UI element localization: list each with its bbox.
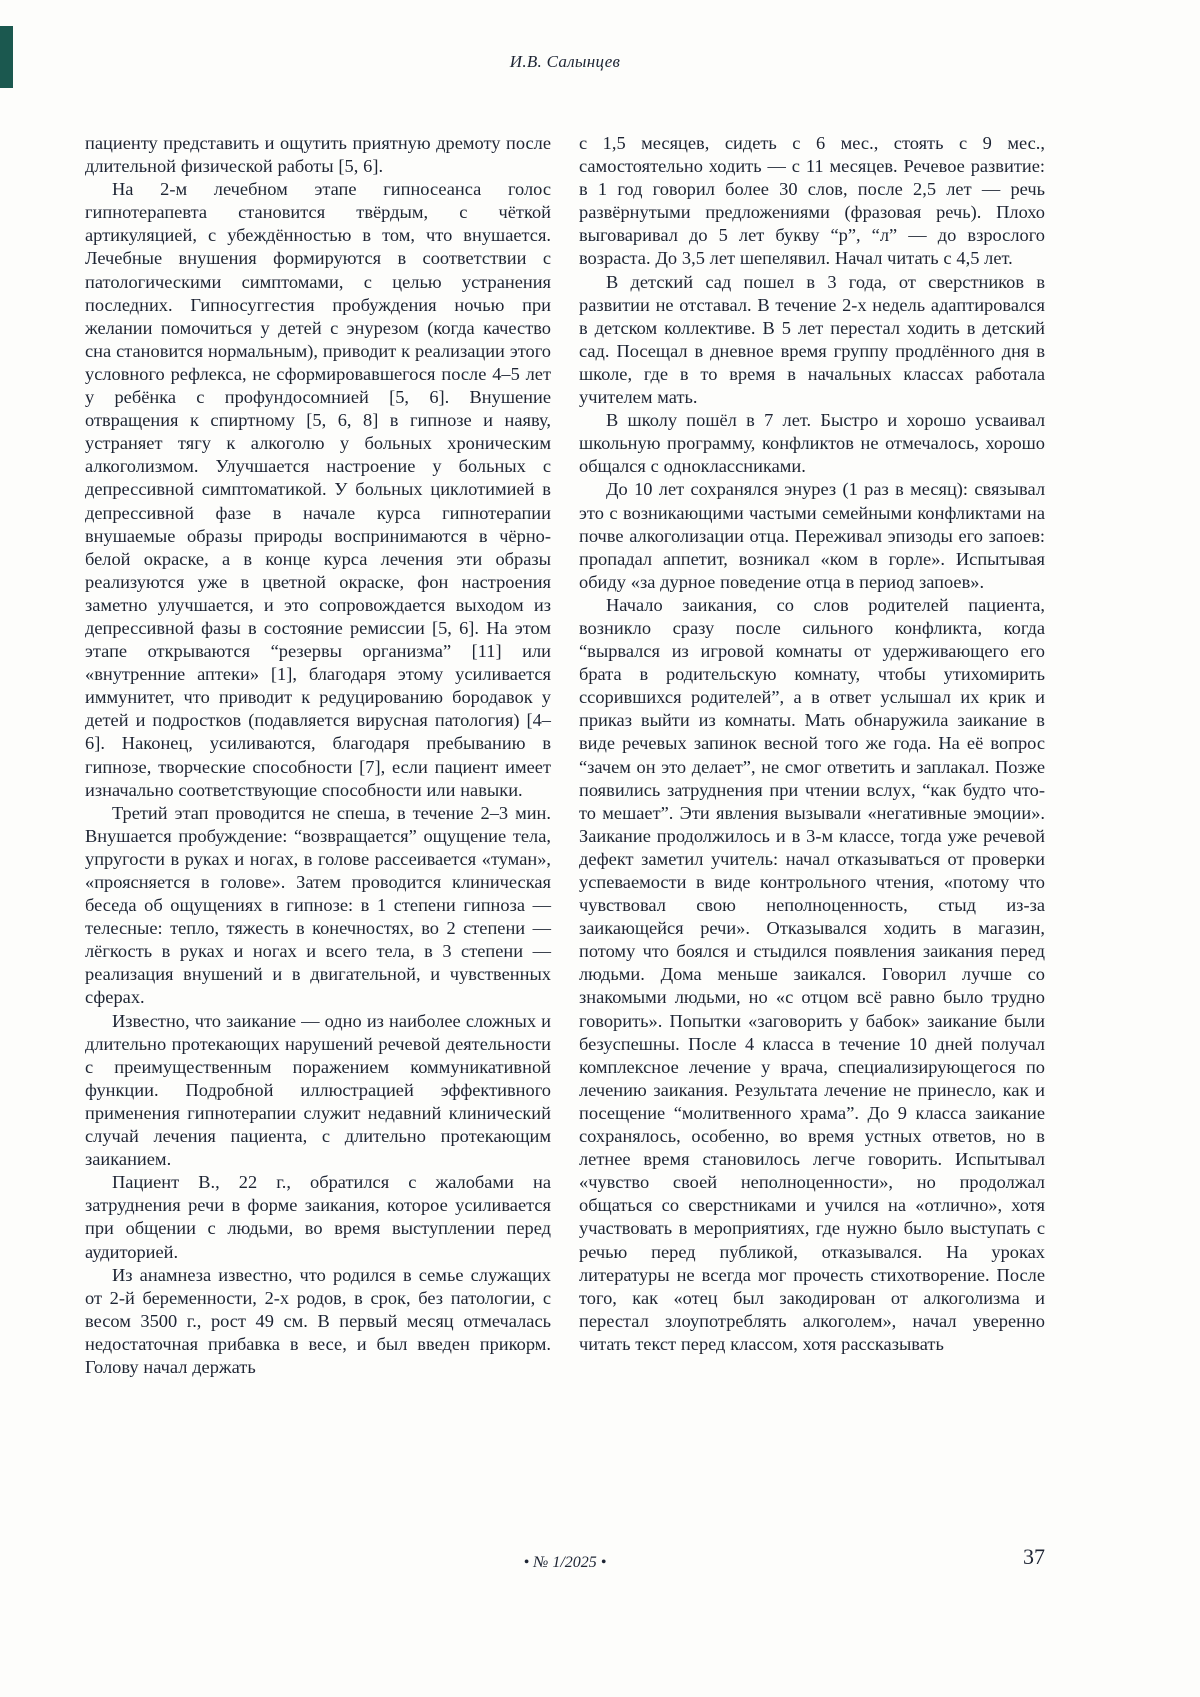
paragraph: Третий этап проводится не спеша, в течение 2–3 мин. Внушается пробуждение: “возвращается” ощущение тела, упругости в руках и ногах, в голове рассеивается «туман», «проясняется в голове». Затем проводится клиническая беседа об ощущениях в гипнозе: в 1 степени гипноза — телесные: тепло, тяжесть в конечностях, во 2 степени — лёгкость в руках и ногах и всего тела, в 3 степени — реализация внушений и в двигательной, и чувственных сферах. [85, 802, 551, 1008]
paragraph: Известно, что заикание — одно из наиболее сложных и длительно протекающих нарушений речевой деятельности с преимущественным поражением коммуникативной функции. Подробной иллюстрацией эффективного применения гипнотерапии служит недавний клинический случай лечения пациента, с длительно протекающим заиканием. [85, 1010, 551, 1170]
paragraph: Из анамнеза известно, что родился в семье служащих от 2-й беременности, 2-х родов, в срок, без патологии, с весом 3500 г., рост 49 см. В первый месяц отмечалась недостаточная прибавка в весе, и был введен прикорм. Голову начал держать [85, 1264, 551, 1377]
paragraph: В школу пошёл в 7 лет. Быстро и хорошо усваивал школьную программу, конфликтов не отмечалось, хорошо общался с одноклассниками. [579, 410, 1045, 477]
paragraph: До 10 лет сохранялся энурез (1 раз в месяц): связывал это с возникающими частыми семейными конфликтами на почве алкоголизации отца. Переживал эпизоды его запоев: пропадал аппетит, возникал «ком в горле». Испытывая обиду «за дурное поведение отца в период запоев». [579, 479, 1045, 592]
left-column [85, 132, 551, 1379]
footer-issue-label: • № 1/2025 • [523, 1554, 607, 1571]
paragraph: Начало заикания, со слов родителей пациента, возникло сразу после сильного конфликта, когда “вырвался из игровой комнаты от удерживающего его брата в родительскую комнату, чтобы утихомирить ссорившихся родителей”, а в ответ услышал их крик и приказ выйти из комнаты. Мать обнаружила заикание в виде речевых запинок весной того же года. На её вопрос “зачем он это делает”, не смог ответить и заплакал. Позже появились затруднения при чтении вслух, “как будто что-то мешает”. Эти явления вызывали «негативные эмоции». Заикание продолжилось и в 3-м классе, тогда уже речевой дефект заметил учитель: начал отказываться от проверки успеваемости в виде контрольного чтения, «потому что чувствовал свою неполноценность, стыд из-за заикающейся речи». Отказывался ходить в магазин, потому что боялся и стыдился появления заикания перед людьми. Дома меньше заикался. Говорил лучше со знакомыми людьми, но «с отцом всё равно было трудно говорить». Попытки «заговорить у бабок» заикание были безуспешны. После 4 класса в течение 10 дней получал комплексное лечение у врача, специализирующегося по лечению заикания. Результата лечение не принесло, как и посещение “молитвенного храма”. До 9 класса заикание сохранялось, особенно, во время устных ответов, но в летнее время становилось легче говорить. Испытывал «чувство своей неполноценности», но продолжал общаться со сверстниками и учился на «отлично», хотя участвовать в мероприятиях, где нужно было выступать с речью перед публикой, отказывался. На уроках литературы не всегда мог прочесть стихотворение. После того, как «отец был закодирован от алкоголизма и перестал злоупотреблять алкоголем», начал уверенно читать текст перед классом, хотя рассказывать [579, 594, 1045, 1354]
running-head-author: И.В. Салынцев [509, 52, 621, 71]
paragraph: Пациент В., 22 г., обратился с жалобами на затруднения речи в форме заикания, которое усиливается при общении с людьми, во время выступлении перед аудиторией. [85, 1172, 551, 1262]
paragraph: пациенту представить и ощутить приятную дремоту после длительной физической работы [5, 6]. [85, 133, 551, 177]
accent-bar [0, 26, 13, 88]
paragraph: На 2-м лечебном этапе гипносеанса голос гипнотерапевта становится твёрдым, с чёткой артикуляцией, с убеждённостью в том, что внушается. Лечебные внушения формируются в соответствии с патологическими симптомами, с целью устранения последних. Гипносуггестия пробуждения ночью при желании помочиться у детей с энурезом (когда качество сна становится нормальным), приводит к реализации этого условного рефлекса, не сформировавшегося после 4–5 лет у ребёнка с профундосомнией [5, 6]. Внушение отвращения к спиртному [5, 6, 8] в гипнозе и наяву, устраняет тягу к алкоголю у больных хроническим алкоголизмом. Улучшается настроение у больных с депрессивной симптоматикой. У больных циклотимией в депрессивной фазе в начале курса гипнотерапии внушаемые образы природы воспринимаются в чёрно-белой окраске, а в конце курса лечения эти образы реализуются уже в цветной окраске, фон настроения заметно улучшается, и это сопровождается выходом из депрессивной фазы в состояние ремиссии [5, 6]. На этом этапе открываются “резервы организма” [11] или «внутренние аптеки» [1], благодаря этому усиливается иммунитет, что приводит к редуцированию бородавок у детей и подростков (подавляется вирусная патология) [4–6]. Наконец, усиливаются, благодаря пребыванию в гипнозе, творческие способности [7], если пациент имеет изначально соответствующие способности или навыки. [85, 179, 551, 800]
paragraph: В детский сад пошел в 3 года, от сверстников в развитии не отставал. В течение 2-х недель адаптировался в детском коллективе. В 5 лет перестал ходить в детский сад. Посещал в дневное время группу продлённого дня в школе, где в то время в начальных классах работала учителем мать. [579, 271, 1045, 408]
right-column [579, 132, 1045, 1379]
page-body [85, 132, 1045, 1379]
paragraph: с 1,5 месяцев, сидеть с 6 мес., стоять с 9 мес., самостоятельно ходить — с 11 месяцев. Речевое развитие: в 1 год говорил более 30 слов, после 2,5 лет — речь развёрнутыми предложениями (фразовая речь). Плохо выговаривал до 5 лет букву “р”, “л” — до взрослого возраста. До 3,5 лет шепелявил. Начал читать с 4,5 лет. [579, 133, 1045, 269]
page-number: 37 [1023, 1544, 1045, 1569]
